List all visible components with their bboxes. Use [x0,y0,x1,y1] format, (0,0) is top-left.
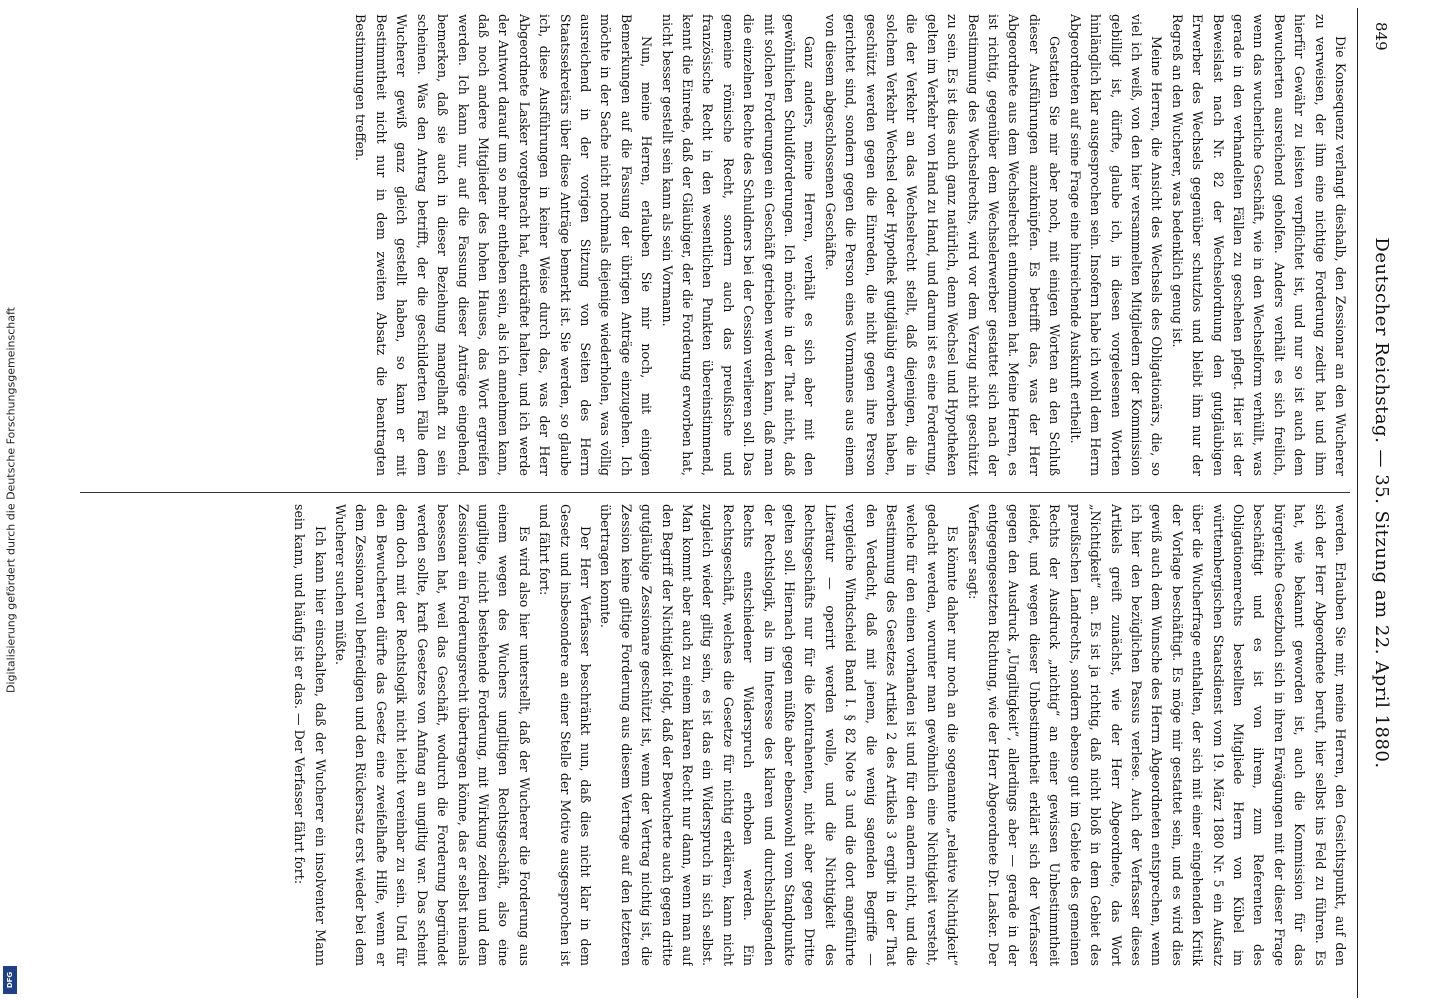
paragraph: Die Konsequenz verlangt dieshalb, den Zessionar an den Wucherer zu verweisen, der ihm eine nichtige Forderung zedirt hat und ihm hierfür Gewähr zu leisten verpflichtet ist, und nur so ist auch dem Bewucherten ausreichend geholfen. Anders verhält es sich freilich, wenn das wucherliche Geschäft, wie in den Wechselform verhüllt, was gerade in den verhandelten Fällen zu geschehen pflegt. Hier ist der Beweislast nach Nr. 82 der Wechselordnung den gutgläubigen Erwerber des Wechsels gegenüber schutzlos und bleibt ihm nur der Regreß an den Wucherer, was bedenklich genug ist. [1169,14,1348,476]
column-divider [80,492,1350,493]
scanned-page [68,8,1404,998]
digitization-note: Digitalisierung gefördert durch die Deutsche Forschungsgemeinschaft [4,307,18,693]
dfg-logo-text: DFG [6,971,14,989]
paragraph: Ich kann hier einschalten, daß der Wucherer ein insolventer Mann sein kann, und häufig ist er das. — Der Verfasser fährt fort: [292,504,328,966]
paragraph: Der Herr Verfasser beschränkt nun, daß dies nicht klar in dem Gesetz und insbesondere an einer Stelle der Motive ausgesprochen ist und fährt fort: [537,504,593,966]
page-header [1357,8,1404,998]
paragraph: Nun, meine Herren, erlauben Sie mir noch, mit einigen Bemerkungen auf die Fassung der übrigen Anträge einzugehen. Ich möchte in der Sache nicht nochmals diejenige wiederholen, was völlig ausreichend in der vorigen Sitzung von Seiten des Herrn Staatssekretärs über diese Anträge bemerkt ist. Sie werden, so glaube ich, diese Ausführungen in keiner Weise durch das, was der Herr Abgeordnete Lasker vorgebracht hat, entkräftet halten, und ich werde der Antwort darauf um so mehr entheben sein, als ich annehmen kann, daß noch andere Mitglieder des hohen Hauses, das Wort ergreifen werden. Ich kann nur, auf die Fassung dieser Anträge eingehend, bemerken, daß sie auch in dieser Beziehung mangelhaft zu sein scheinen. Was den Antrag betrifft, der die geschilderten Fälle dem Wucherer gewiß ganz gleich gestellt haben, so kann er mit Bestimmtheit nicht nur in dem zweiten Absatz die beantragten Bestimmungen treffen. [353,14,655,476]
paragraph: Meine Herren, die Ansicht des Wechsels des Obligationärs, die, so viel ich weiß, von den hier versammelten Mitgliedern der Kommission gebilligt ist, dürfte, glaube ich, in diesen vorgelesenen Worten hinlänglich klar ausgesprochen sein. Insofern habe ich wohl dem Herrn Abgeordneten auf seine Frage eine hinreichende Auskunft ertheilt. [1067,14,1165,476]
left-column [80,14,1350,476]
paragraph: Es wird also hier unterstellt, daß der Wucherer die Forderung aus einem wegen des Wuchers ungiltigen Rechtsgeschäft, also eine ungiltige, nicht bestehende Forderung, mit Wirkung zediren und dem Zessionar ein Forderungsrecht übertragen könne, das er selbst niemals besessen hat, weil das Geschäft, wodurch die Forderung begründet werden sollte, kraft Gesetzes von Anfang an ungiltig war. Das scheint dem doch mit der Rechtslogik nicht leicht vereinbar zu sein. Und für den Bewucherten dürfte das Gesetz eine zweifelhafte Hilfe, wenn er dem Zessionar voll befriedigen und den Rückersatz erst wieder bei dem Wucherer suchen müßte. [333,504,532,966]
page-upright [68,8,1404,998]
paragraph: werden. Erlauben Sie mir, meine Herren, den Gesichtspunkt, auf den sich der Herr Abgeordnete beruft, hier selbst ins Feld zu führen. Es hat, wie bekannt geworden ist, auch die Kommission für das bürgerliche Gesetzbuch sich in ihren Erwägungen mit der dieser Frage beschäftigt und es ist von ihrem, zum Referenten des Obligationenrechts bestellten Mitgliede Herrn von Kübel im württembergischen Staatsdienst vom 19. März 1880 Nr. 5 ein Aufsatz über die Wucherfrage enthalten, der sich mit einer eingehenden Kritik der Vorlage beschäftigt. Es möge mir gestattet sein, und es wird dies gewiß auch dem Wunsche des Herrn Abgeordneten entsprechen, wenn ich hier den bezüglichen Passus verlese. Auch der Verfasser dieses Artikels greift zunächst, wie der Herr Abgeordnete, das Wort „Nichtigkeit“ an. Es ist ja richtig, daß nicht bloß in dem Gebiet des preußischen Landrechts, sondern ebenso gut im Gebiete des gemeinen Rechts der Ausdruck „nichtig“ an einer gewissen Unbestimmtheit leidet, und wegen dieser Unbestimmtheit erklärt sich der Verfasser gegen den Ausdruck „Ungiltigkeit“, allerdings aber — gerade in der entgegengesetzten Richtung, wie der Herr Abgeordnete Dr. Lasker. Der Verfasser sagt: [965,504,1348,966]
dfg-logo-icon [3,966,17,994]
right-column [80,504,1350,966]
running-title: Deutscher Reichstag. — 35. Sitzung am 22. April 1880. [1371,237,1392,769]
paragraph: Ganz anders, meine Herren, verhält es sich aber mit den gewöhnlichen Schuldforderungen. Ich möchte in der That nicht, daß mit solchen Forderungen ein Geschäft getrieben werden kann, daß man die einzelnen Rechte des Schuldners bei der Cession verlieren soll. Das gemeine römische Recht, sondern auch das preußische und französische Recht in den wesentlichen Punkten übereinstimmend, kennt die Einrede, daß der Gläubiger, der die Forderung erworben hat, nicht besser gestellt sein kann als sein Vormann. [659,14,818,476]
paragraph: Gestatten Sie mir aber noch, mit einigen Worten an den Schluß dieser Ausführungen anzuknüpfen. Es betrifft das, was der Herr Abgeordnete aus dem Wechselrecht entnommen hat. Meine Herren, es ist richtig, gegenüber dem Wechselerwerber gestattet sich nach der Bestimmung des Wechselrechts, wird vor dem Verzug nicht geschützt zu sein. Es ist dies auch ganz natürlich, denn Wechsel und Hypotheken gelten im Verkehr von Hand zu Hand, und darum ist es eine Forderung, die der Verkehr an das Wechselrecht stellt, daß diejenigen, die in solchem Verkehr Wechsel oder Hypothek gutgläubig erworben haben, geschützt werden gegen die Einreden, die nicht gegen ihre Person gerichtet sind, sondern gegen die Person eines Vormannes aus einem von diesem abgeschlossenen Geschäfte. [822,14,1063,476]
digitization-footer [0,0,22,1000]
page-number: 849 [1372,22,1390,51]
paragraph: Es könnte daher nur noch an die sogenannte „relative Nichtigkeit“ gedacht werden, worunter man gewöhnlich eine Nichtigkeit versteht, welche für den einen vorhanden ist und für den andern nicht, und die Bestimmung des Gesetzes Artikel 2 des Artikels 3 ergibt in der That den Verdacht, daß mit jenem, die wenig sagenden Begriffe — vergleiche Windscheid Band I. § 82 Note 3 und die dort angeführte Literatur — operirt werden wolle, und die Nichtigkeit des Rechtsgeschäfts nur für die Kontrahenten, nicht aber gegen Dritte gelten soll. Hiernach gegen müßte aber ebensowohl vom Standpunkte der Rechtslogik, als im Interesse des klaren und durchschlagenden Rechts entschiedener Widerspruch erhoben werden. Ein Rechtsgeschäft, welches die Gesetze für nichtig erklären, kann nicht zugleich wieder giltig sein, es ist das ein Widerspruch in sich selbst. Man kommt aber auch zu einem klaren Recht nur dann, wenn man auf den Begriff der Nichtigkeit folgt, daß der Bewucherte auch gegen dritte gutgläubige Zessionare geschützt ist, wenn der Vertrag nichtig ist, die Zession keine giltige Forderung aus diesem Vertrage auf den letzteren übertragen konnte. [598,504,961,966]
